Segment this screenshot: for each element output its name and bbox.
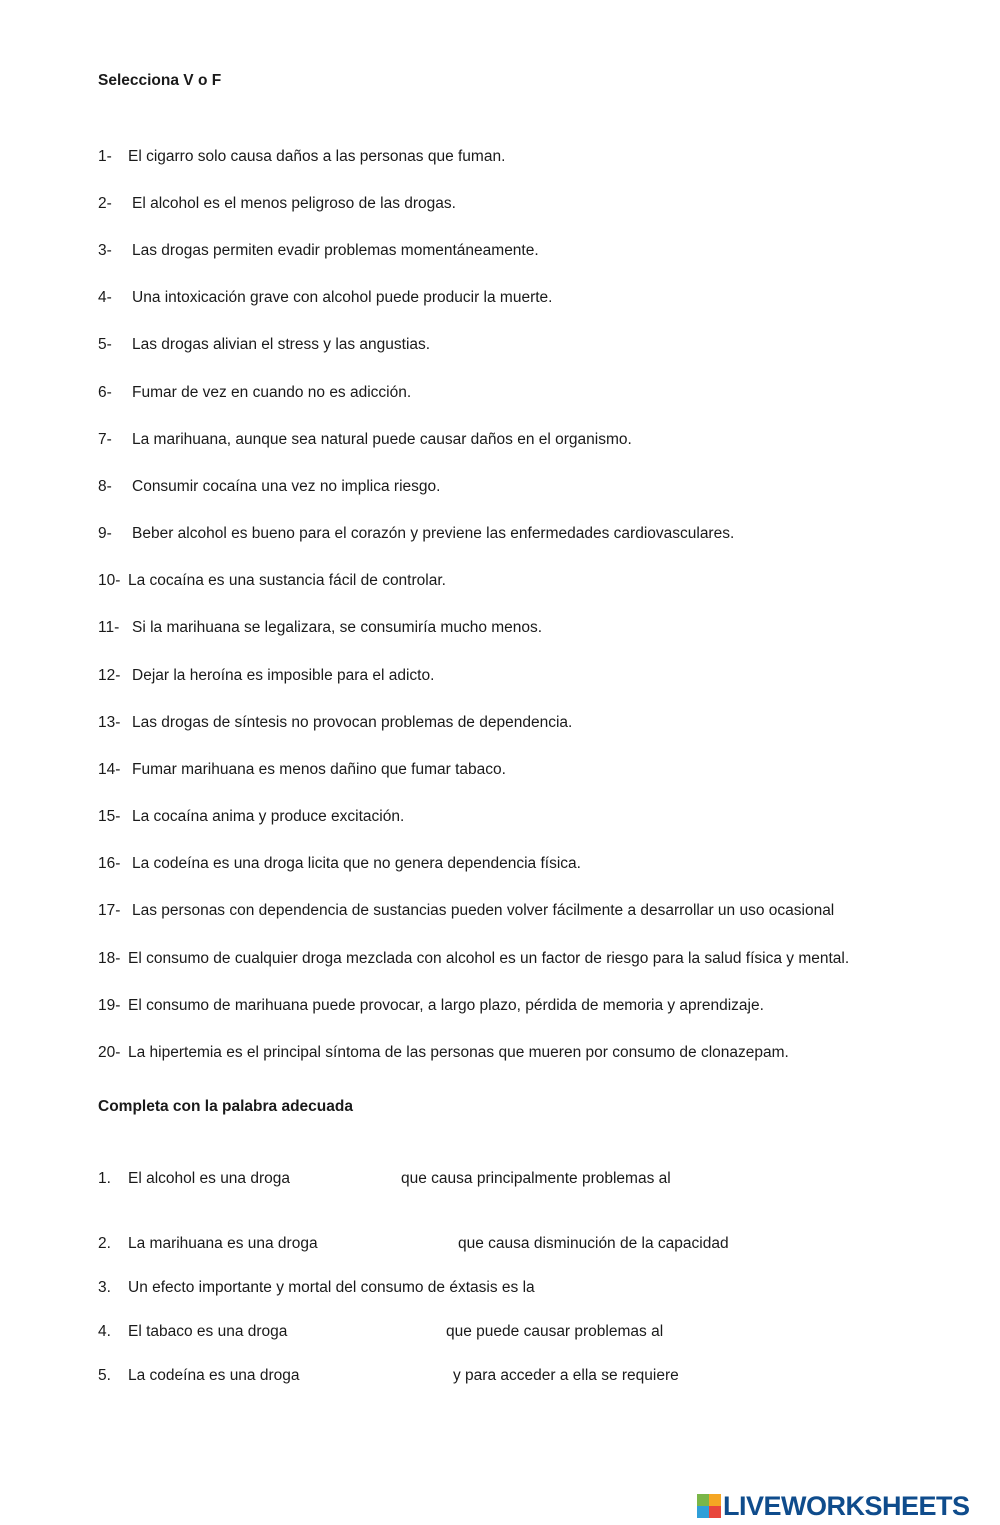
logo-text: LIVEWORKSHEETS — [723, 1490, 970, 1521]
section-fill-title: Completa con la palabra adecuada — [98, 1098, 353, 1115]
item-text: Si la marihuana se legalizara, se consumiría mucho menos. — [132, 619, 543, 636]
tf-item-4 — [98, 289, 552, 307]
fill-item-4 — [98, 1323, 798, 1345]
logo-square-orange — [709, 1494, 721, 1506]
item-text: Las personas con dependencia de sustancias pueden volver fácilmente a desarrollar un uso ocasional — [132, 902, 835, 919]
liveworksheets-logo — [697, 1491, 970, 1521]
item-text-after-blank: y para acceder a ella se requiere — [453, 1367, 679, 1384]
item-number: 1- — [98, 148, 112, 165]
item-text-before-blank: El tabaco es una droga — [128, 1323, 288, 1340]
item-number: 9- — [98, 525, 112, 542]
tf-item-12 — [98, 667, 434, 685]
tf-item-5 — [98, 336, 430, 354]
tf-item-10 — [98, 572, 446, 590]
item-number: 5. — [98, 1367, 111, 1384]
item-text-after-blank: que causa disminución de la capacidad — [458, 1235, 729, 1252]
item-text-after-blank: que puede causar problemas al — [446, 1323, 664, 1340]
item-text-after-blank: que causa principalmente problemas al — [401, 1170, 671, 1187]
tf-item-6 — [98, 384, 411, 402]
item-text: La hipertemia es el principal síntoma de las personas que mueren por consumo de clonazepam. — [128, 1044, 789, 1061]
tf-item-15 — [98, 808, 404, 826]
item-number: 11- — [98, 619, 120, 636]
item-text: Beber alcohol es bueno para el corazón y previene las enfermedades cardiovasculares. — [132, 525, 735, 542]
item-number: 12- — [98, 667, 121, 684]
item-number: 1. — [98, 1170, 111, 1187]
item-text: Dejar la heroína es imposible para el adicto. — [132, 667, 435, 684]
item-text: Las drogas de síntesis no provocan problemas de dependencia. — [132, 714, 573, 731]
item-number: 17- — [98, 902, 121, 919]
item-number: 3. — [98, 1279, 111, 1296]
item-text: Las drogas permiten evadir problemas momentáneamente. — [132, 242, 539, 259]
logo-square-blue — [697, 1506, 709, 1518]
item-number: 13- — [98, 714, 121, 731]
item-number: 7- — [98, 431, 112, 448]
item-number: 2. — [98, 1235, 111, 1252]
item-text: El consumo de marihuana puede provocar, a largo plazo, pérdida de memoria y aprendizaje. — [128, 997, 764, 1014]
tf-item-16 — [98, 855, 581, 873]
tf-item-7 — [98, 431, 632, 449]
fill-item-1 — [98, 1170, 798, 1192]
item-number: 14- — [98, 761, 121, 778]
tf-item-18 — [98, 950, 849, 968]
item-number: 15- — [98, 808, 121, 825]
tf-item-8 — [98, 478, 440, 496]
item-number: 4. — [98, 1323, 111, 1340]
tf-item-13 — [98, 714, 572, 732]
tf-item-1 — [98, 148, 505, 166]
tf-item-20 — [98, 1044, 789, 1062]
section-vf-title: Selecciona V o F — [98, 72, 222, 89]
item-number: 16- — [98, 855, 121, 872]
item-number: 10- — [98, 572, 121, 589]
item-text: El consumo de cualquier droga mezclada con alcohol es un factor de riesgo para la salud física y mental. — [128, 950, 850, 967]
item-text: Fumar marihuana es menos dañino que fumar tabaco. — [132, 761, 506, 778]
tf-item-11 — [98, 619, 542, 637]
item-number: 2- — [98, 195, 112, 212]
item-text: El alcohol es el menos peligroso de las drogas. — [132, 195, 456, 212]
item-text: Consumir cocaína una vez no implica riesgo. — [132, 478, 441, 495]
logo-square-green — [697, 1494, 709, 1506]
item-text-before-blank: La marihuana es una droga — [128, 1235, 318, 1252]
item-text-before-blank: Un efecto importante y mortal del consumo de éxtasis es la — [128, 1279, 535, 1296]
item-number: 18- — [98, 950, 121, 967]
item-number: 8- — [98, 478, 112, 495]
fill-item-5 — [98, 1367, 798, 1389]
item-number: 5- — [98, 336, 112, 353]
tf-item-9 — [98, 525, 734, 543]
item-number: 3- — [98, 242, 112, 259]
tf-item-17 — [98, 902, 834, 920]
tf-item-2 — [98, 195, 456, 213]
item-text: La cocaína anima y produce excitación. — [132, 808, 405, 825]
item-text-before-blank: La codeína es una droga — [128, 1367, 300, 1384]
item-text: La marihuana, aunque sea natural puede causar daños en el organismo. — [132, 431, 632, 448]
item-text: Las drogas alivian el stress y las angustias. — [132, 336, 431, 353]
logo-mark-icon — [697, 1494, 721, 1518]
item-number: 4- — [98, 289, 112, 306]
item-number: 6- — [98, 384, 112, 401]
tf-item-3 — [98, 242, 539, 260]
fill-item-3 — [98, 1279, 798, 1301]
item-text: La codeína es una droga licita que no genera dependencia física. — [132, 855, 581, 872]
tf-item-14 — [98, 761, 506, 779]
item-text: El cigarro solo causa daños a las personas que fuman. — [128, 148, 506, 165]
fill-item-2 — [98, 1235, 798, 1257]
item-number: 19- — [98, 997, 121, 1014]
item-text: La cocaína es una sustancia fácil de controlar. — [128, 572, 446, 589]
item-number: 20- — [98, 1044, 121, 1061]
item-text: Una intoxicación grave con alcohol puede producir la muerte. — [132, 289, 553, 306]
item-text-before-blank: El alcohol es una droga — [128, 1170, 291, 1187]
tf-item-19 — [98, 997, 764, 1015]
item-text: Fumar de vez en cuando no es adicción. — [132, 384, 412, 401]
logo-square-red — [709, 1506, 721, 1518]
